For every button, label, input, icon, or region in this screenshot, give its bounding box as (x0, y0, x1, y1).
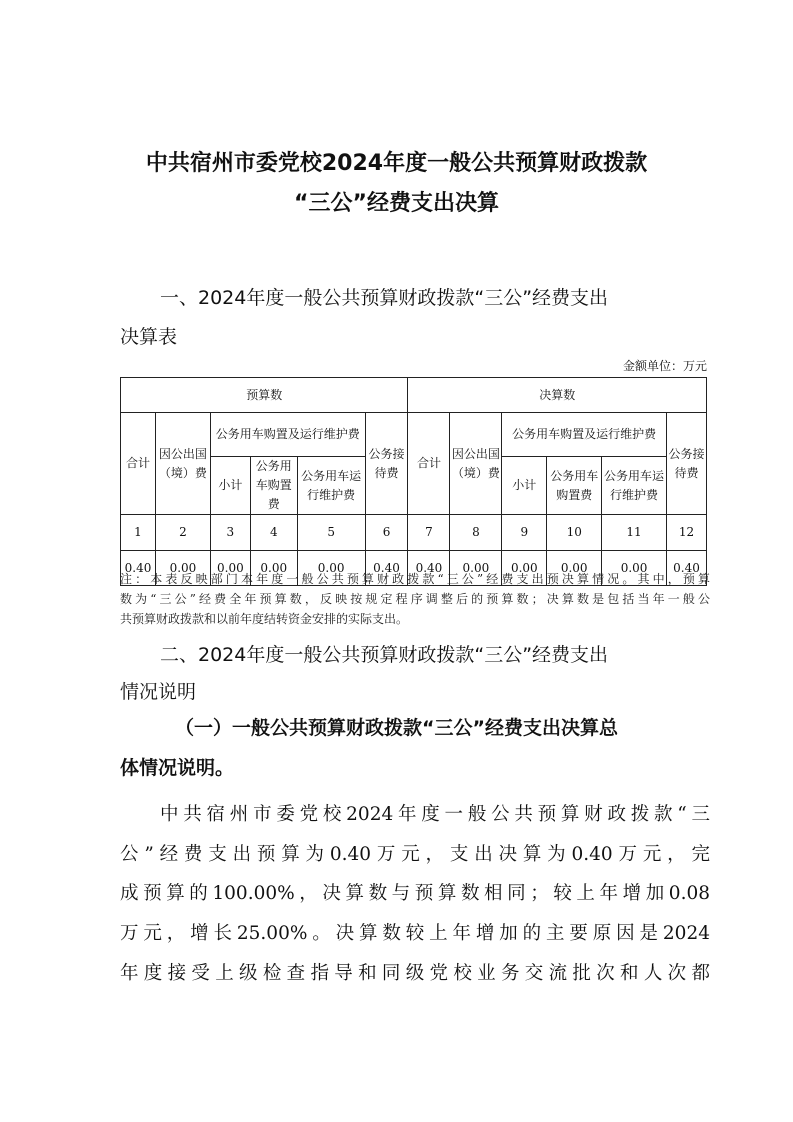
note-line: 注：本表反映部门本年度一般公共预算财政拨款“三公”经费支出预决算情况。其中，预算 (120, 572, 710, 586)
index-cell: 3 (210, 515, 250, 551)
index-row (121, 515, 707, 551)
value-cell: 0.00 (210, 551, 250, 586)
col-car-run: 公务用车运行维护费 (602, 457, 667, 515)
col-car: 公务用车购置及运行维护费 (210, 413, 365, 457)
col-total: 合计 (408, 413, 450, 515)
index-cell: 2 (155, 515, 210, 551)
value-cell: 0.00 (155, 551, 210, 586)
index-cell: 4 (250, 515, 297, 551)
index-cell: 9 (502, 515, 547, 551)
value-cell: 0.00 (297, 551, 365, 586)
value-cell: 0.40 (121, 551, 156, 586)
col-abroad: 因公出国（境）费 (450, 413, 502, 515)
col-car-run: 公务用车运行维护费 (297, 457, 365, 515)
index-cell: 1 (121, 515, 156, 551)
col-abroad: 因公出国（境）费 (155, 413, 210, 515)
index-cell: 12 (666, 515, 706, 551)
index-cell: 5 (297, 515, 365, 551)
value-cell: 0.00 (502, 551, 547, 586)
value-cell: 0.00 (602, 551, 667, 586)
budget-header: 预算数 (121, 378, 408, 413)
col-reception: 公务接待费 (365, 413, 408, 515)
value-cell: 0.40 (365, 551, 408, 586)
subsection1-heading: （一）一般公共预算财政拨款“三公”经费支出决算总 (175, 717, 618, 739)
col-subtotal: 小计 (502, 457, 547, 515)
index-cell: 10 (547, 515, 602, 551)
col-reception: 公务接待费 (666, 413, 706, 515)
col-car: 公务用车购置及运行维护费 (502, 413, 667, 457)
note-line: 共预算财政拨款和以前年度结转资金安排的实际支出。 (120, 612, 409, 626)
body-line: 公”经费支出预算为0.40万元，支出决算为0.40万元，完 (120, 844, 710, 865)
body-line: 中共宿州市委党校2024年度一般公共预算财政拨款“三 (160, 804, 710, 825)
value-cell: 0.00 (547, 551, 602, 586)
value-cell: 0.40 (408, 551, 450, 586)
three-public-expenses-table (120, 377, 707, 586)
section1-heading: 一、2024年度一般公共预算财政拨款“三公”经费支出 (160, 287, 609, 309)
final-header: 决算数 (408, 378, 707, 413)
body-line: 成预算的100.00%，决算数与预算数相同；较上年增加0.08 (120, 883, 710, 904)
col-car-buy: 公务用车购置费 (250, 457, 297, 515)
unit-label: 金额单位：万元 (622, 359, 707, 373)
section2-heading-cont: 情况说明 (120, 681, 197, 703)
doc-title-line2: “三公”经费支出决算 (294, 191, 499, 216)
body-line: 年度接受上级检查指导和同级党校业务交流批次和人次都 (120, 963, 710, 984)
section2-heading: 二、2024年度一般公共预算财政拨款“三公”经费支出 (160, 644, 609, 666)
index-cell: 7 (408, 515, 450, 551)
body-line: 万元，增长25.00%。决算数较上年增加的主要原因是2024 (120, 923, 710, 944)
section1-heading-cont: 决算表 (120, 326, 178, 348)
col-car-buy: 公务用车购置费 (547, 457, 602, 515)
index-cell: 8 (450, 515, 502, 551)
doc-title-line1: 中共宿州市委党校2024年度一般公共预算财政拨款 (145, 151, 648, 176)
value-cell: 0.40 (666, 551, 706, 586)
col-total: 合计 (121, 413, 156, 515)
index-cell: 11 (602, 515, 667, 551)
index-cell: 6 (365, 515, 408, 551)
value-cell: 0.00 (450, 551, 502, 586)
note-line: 数为“三公”经费全年预算数，反映按规定程序调整后的预算数；决算数是包括当年一般公 (120, 592, 710, 606)
col-subtotal: 小计 (210, 457, 250, 515)
value-cell: 0.00 (250, 551, 297, 586)
subsection1-heading-cont: 体情况说明。 (120, 757, 235, 779)
